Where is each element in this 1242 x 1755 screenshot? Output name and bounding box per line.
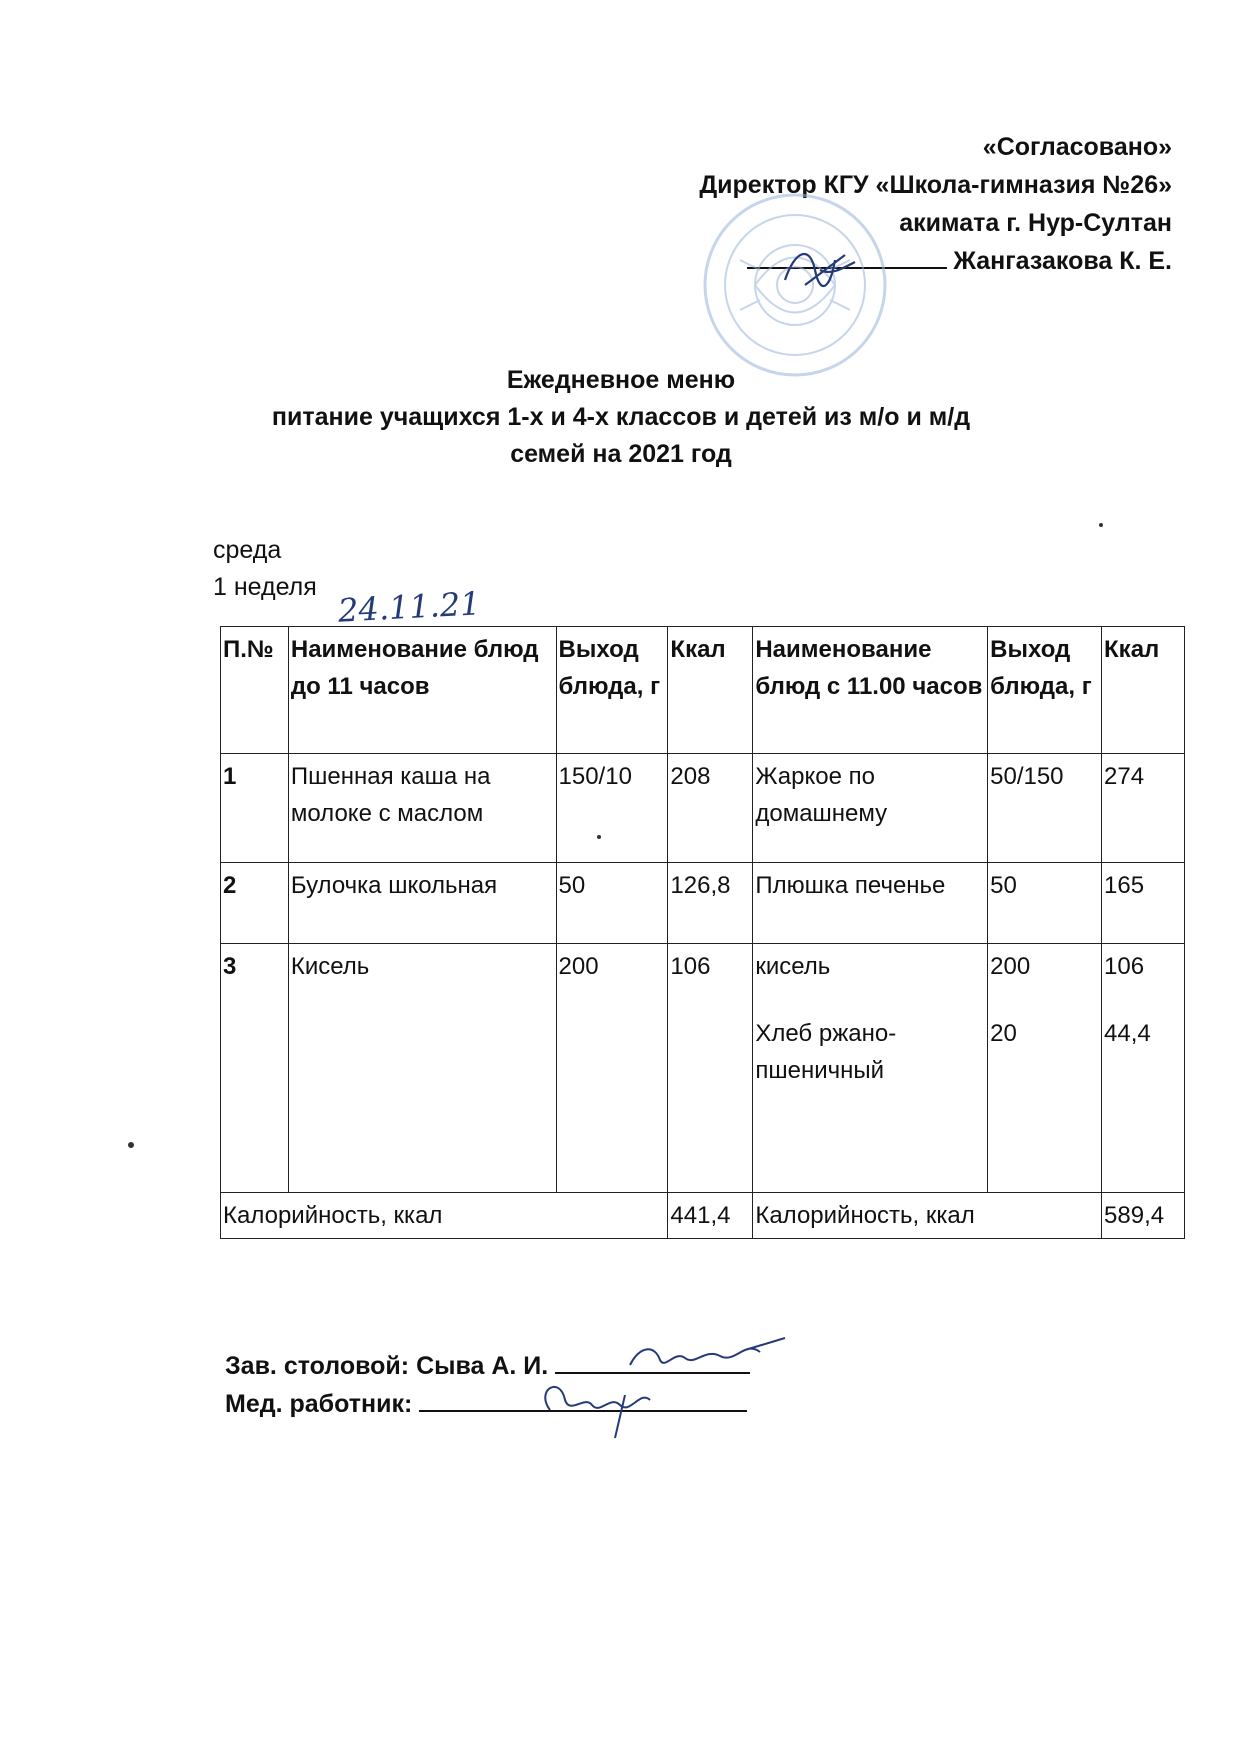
medic-row bbox=[225, 1385, 750, 1423]
output-morning: 150/10 bbox=[556, 754, 668, 863]
scan-speck bbox=[597, 835, 601, 839]
kcal-afternoon: 274 bbox=[1102, 754, 1185, 863]
output-morning: 50 bbox=[556, 863, 668, 944]
kcal-afternoon-cell bbox=[1102, 944, 1185, 1193]
day-info bbox=[213, 532, 317, 606]
director-title: Директор КГУ «Школа-гимназия №26» bbox=[699, 171, 1172, 199]
kcal-afternoon-extra: 44,4 bbox=[1104, 1020, 1151, 1047]
row-number: 1 bbox=[221, 754, 289, 863]
row-number: 3 bbox=[221, 944, 289, 1193]
total-row bbox=[221, 1193, 1185, 1239]
dish-afternoon: Плюшка печенье bbox=[753, 863, 988, 944]
header-output-morning: Выход блюда, г bbox=[556, 627, 668, 754]
dish-afternoon-cell bbox=[753, 944, 988, 1193]
document-title bbox=[0, 362, 1242, 473]
kcal-morning: 126,8 bbox=[668, 863, 753, 944]
cell-spacer bbox=[1104, 985, 1182, 1015]
kcal-afternoon: 165 bbox=[1102, 863, 1185, 944]
dish-morning: Кисель bbox=[288, 944, 556, 1193]
table-row bbox=[221, 754, 1185, 863]
output-afternoon: 50 bbox=[988, 863, 1102, 944]
header-dish-morning: Наименование блюд до 11 часов bbox=[288, 627, 556, 754]
dish-afternoon-extra: Хлеб ржано-пшеничный bbox=[755, 1020, 897, 1084]
output-afternoon: 200 bbox=[990, 953, 1031, 980]
title-line-1: Ежедневное меню bbox=[506, 366, 736, 394]
dish-afternoon: кисель bbox=[755, 953, 831, 980]
header-kcal-morning: Ккал bbox=[668, 627, 753, 754]
director-signature bbox=[775, 240, 865, 300]
total-label-afternoon: Калорийность, ккал bbox=[753, 1193, 1102, 1239]
output-afternoon-extra: 20 bbox=[990, 1020, 1017, 1047]
table-row bbox=[221, 944, 1185, 1193]
cell-spacer bbox=[990, 985, 1099, 1015]
week-number: 1 неделя bbox=[213, 573, 317, 601]
dish-morning: Пшенная каша на молоке с маслом bbox=[288, 754, 556, 863]
dish-afternoon: Жаркое по домашнему bbox=[753, 754, 988, 863]
header-number: П.№ bbox=[221, 627, 289, 754]
menu-table bbox=[220, 626, 1185, 1239]
total-kcal-morning: 441,4 bbox=[668, 1193, 753, 1239]
medic-label: Мед. работник: bbox=[225, 1390, 413, 1418]
dish-morning: Булочка школьная bbox=[288, 863, 556, 944]
approval-label: «Согласовано» bbox=[982, 133, 1172, 161]
medic-signature bbox=[530, 1370, 670, 1440]
output-afternoon: 50/150 bbox=[988, 754, 1102, 863]
scan-speck bbox=[128, 1142, 134, 1148]
weekday: среда bbox=[213, 536, 282, 564]
header-dish-afternoon: Наименование блюд с 11.00 часов bbox=[753, 627, 988, 754]
canteen-head-label: Зав. столовой: Сыва А. И. bbox=[225, 1352, 549, 1380]
table-header-row bbox=[221, 627, 1185, 754]
output-afternoon-cell bbox=[988, 944, 1102, 1193]
scan-speck bbox=[1099, 523, 1103, 527]
title-line-2: питание учащихся 1-х и 4-х классов и детей из м/о и м/д bbox=[271, 403, 971, 431]
header-output-afternoon: Выход блюда, г bbox=[988, 627, 1102, 754]
header-kcal-afternoon: Ккал bbox=[1102, 627, 1185, 754]
director-name: Жангазакова К. Е. bbox=[953, 247, 1172, 275]
title-line-3: семей на 2021 год bbox=[510, 440, 732, 468]
table-row bbox=[221, 863, 1185, 944]
handwritten-date: 24.11.21 bbox=[337, 584, 482, 630]
row-number: 2 bbox=[221, 863, 289, 944]
kcal-afternoon: 106 bbox=[1104, 953, 1145, 980]
output-morning: 200 bbox=[556, 944, 668, 1193]
kcal-morning: 208 bbox=[668, 754, 753, 863]
cell-spacer bbox=[755, 985, 985, 1015]
akimat-line: акимата г. Нур-Султан bbox=[899, 209, 1172, 237]
kcal-morning: 106 bbox=[668, 944, 753, 1193]
total-kcal-afternoon: 589,4 bbox=[1102, 1193, 1185, 1239]
total-label-morning: Калорийность, ккал bbox=[221, 1193, 668, 1239]
